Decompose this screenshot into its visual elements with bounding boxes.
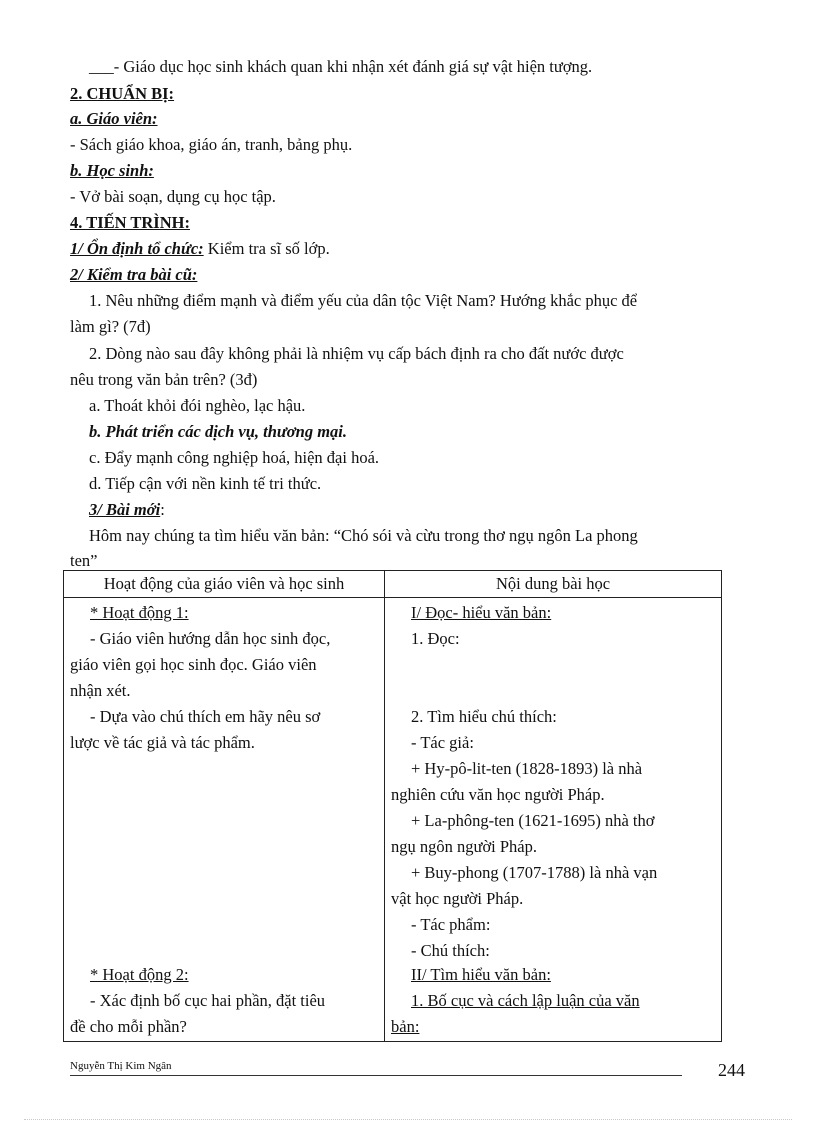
content-cell [385,598,722,1042]
heading-new-lesson: 3/ Bài mới [89,500,161,519]
new-lesson-line [89,499,746,521]
intro-line-2: ten” [70,551,98,570]
activity-1-line: giáo viên gọi học sinh đọc. Giáo viên [70,655,317,674]
lesson-table [63,570,722,1042]
footer-author: Nguyễn Thị Kim Ngân [70,1060,172,1072]
content-line: 2. Tìm hiểu chú thích: [411,707,557,726]
content-line: nghiên cứu văn học người Pháp. [391,785,605,804]
intro-line-1: Hôm nay chúng ta tìm hiểu văn bản: “Chó sói và cừu trong thơ ngụ ngôn La phong [89,526,638,545]
header-content: Nội dung bài học [385,571,722,598]
activity-1-line: nhận xét. [70,681,131,700]
section-2-heading: II/ Tìm hiểu văn bản: [411,965,551,984]
option-d: d. Tiếp cận với nền kinh tế tri thức. [89,474,322,493]
activity-1-line: - Dựa vào chú thích em hãy nêu sơ [90,707,321,726]
objective-line: ___- Giáo dục học sinh khách quan khi nhận xét đánh giá sự vật hiện tượng. [89,57,593,76]
content-line: - Tác giả: [411,733,474,752]
activities-cell [64,598,385,1042]
question-2-line-2: nêu trong văn bản trên? (3đ) [70,370,258,389]
option-b: b. Phát triển các dịch vụ, thương mại. [89,422,348,441]
content-line: + Buy-phong (1707-1788) là nhà vạn [411,863,658,882]
table-header-row [64,571,722,598]
heading-check-old-lesson: 2/ Kiểm tra bài cũ: [70,265,198,284]
question-1-line-2: làm gì? (7đ) [70,317,151,336]
teacher-items: - Sách giáo khoa, giáo án, tranh, bảng phụ. [70,135,353,154]
content-line: - Chú thích: [411,941,490,960]
content-line: + La-phông-ten (1621-1695) nhà thơ [411,811,655,830]
question-1-line-1: 1. Nêu những điểm mạnh và điểm yếu của dân tộc Việt Nam? Hướng khắc phục để [89,291,638,310]
content-line: 1. Đọc: [411,629,460,648]
content-line: + Hy-pô-lit-ten (1828-1893) là nhà [411,759,643,778]
subsection-heading: 1. Bố cục và cách lập luận của văn [411,991,640,1010]
content-line: ngụ ngôn người Pháp. [391,837,538,856]
section-1-heading: I/ Đọc- hiểu văn bản: [411,603,552,622]
heading-preparation: 2. CHUẨN BỊ: [70,84,175,103]
table-row [64,598,722,1042]
header-activities: Hoạt động của giáo viên và học sinh [64,571,385,598]
heading-organize: 1/ Ổn định tổ chức: [70,239,204,258]
organize-text: Kiểm tra sĩ số lớp. [203,239,330,258]
footer-divider [70,1075,682,1076]
subsection-heading-cont: bản: [391,1017,420,1036]
new-lesson-colon: : [160,500,165,519]
activity-2-label: * Hoạt động 2: [90,965,189,984]
heading-student: b. Học sinh: [70,161,154,180]
activity-1-line: - Giáo viên hướng dẫn học sinh đọc, [90,629,331,648]
student-items: - Vở bài soạn, dụng cụ học tập. [70,187,276,206]
activity-2-line: đề cho mỗi phần? [70,1017,187,1036]
content-line: vật học người Pháp. [391,889,524,908]
page-bottom-dotted-edge [24,1119,792,1120]
activity-2-line: - Xác định bố cục hai phần, đặt tiêu [90,991,326,1010]
organize-line [70,238,746,260]
heading-teacher: a. Giáo viên: [70,109,158,128]
option-c: c. Đẩy mạnh công nghiệp hoá, hiện đại hoá. [89,448,380,467]
question-2-line-1: 2. Dòng nào sau đây không phải là nhiệm vụ cấp bách định ra cho đất nước được [89,344,624,363]
page-number: 244 [718,1060,745,1080]
heading-process: 4. TIẾN TRÌNH: [70,213,190,232]
activity-1-label: * Hoạt động 1: [90,603,189,622]
content-line: - Tác phẩm: [411,915,491,934]
activity-1-line: lược về tác giả và tác phẩm. [70,733,255,752]
option-a: a. Thoát khỏi đói nghèo, lạc hậu. [89,396,306,415]
